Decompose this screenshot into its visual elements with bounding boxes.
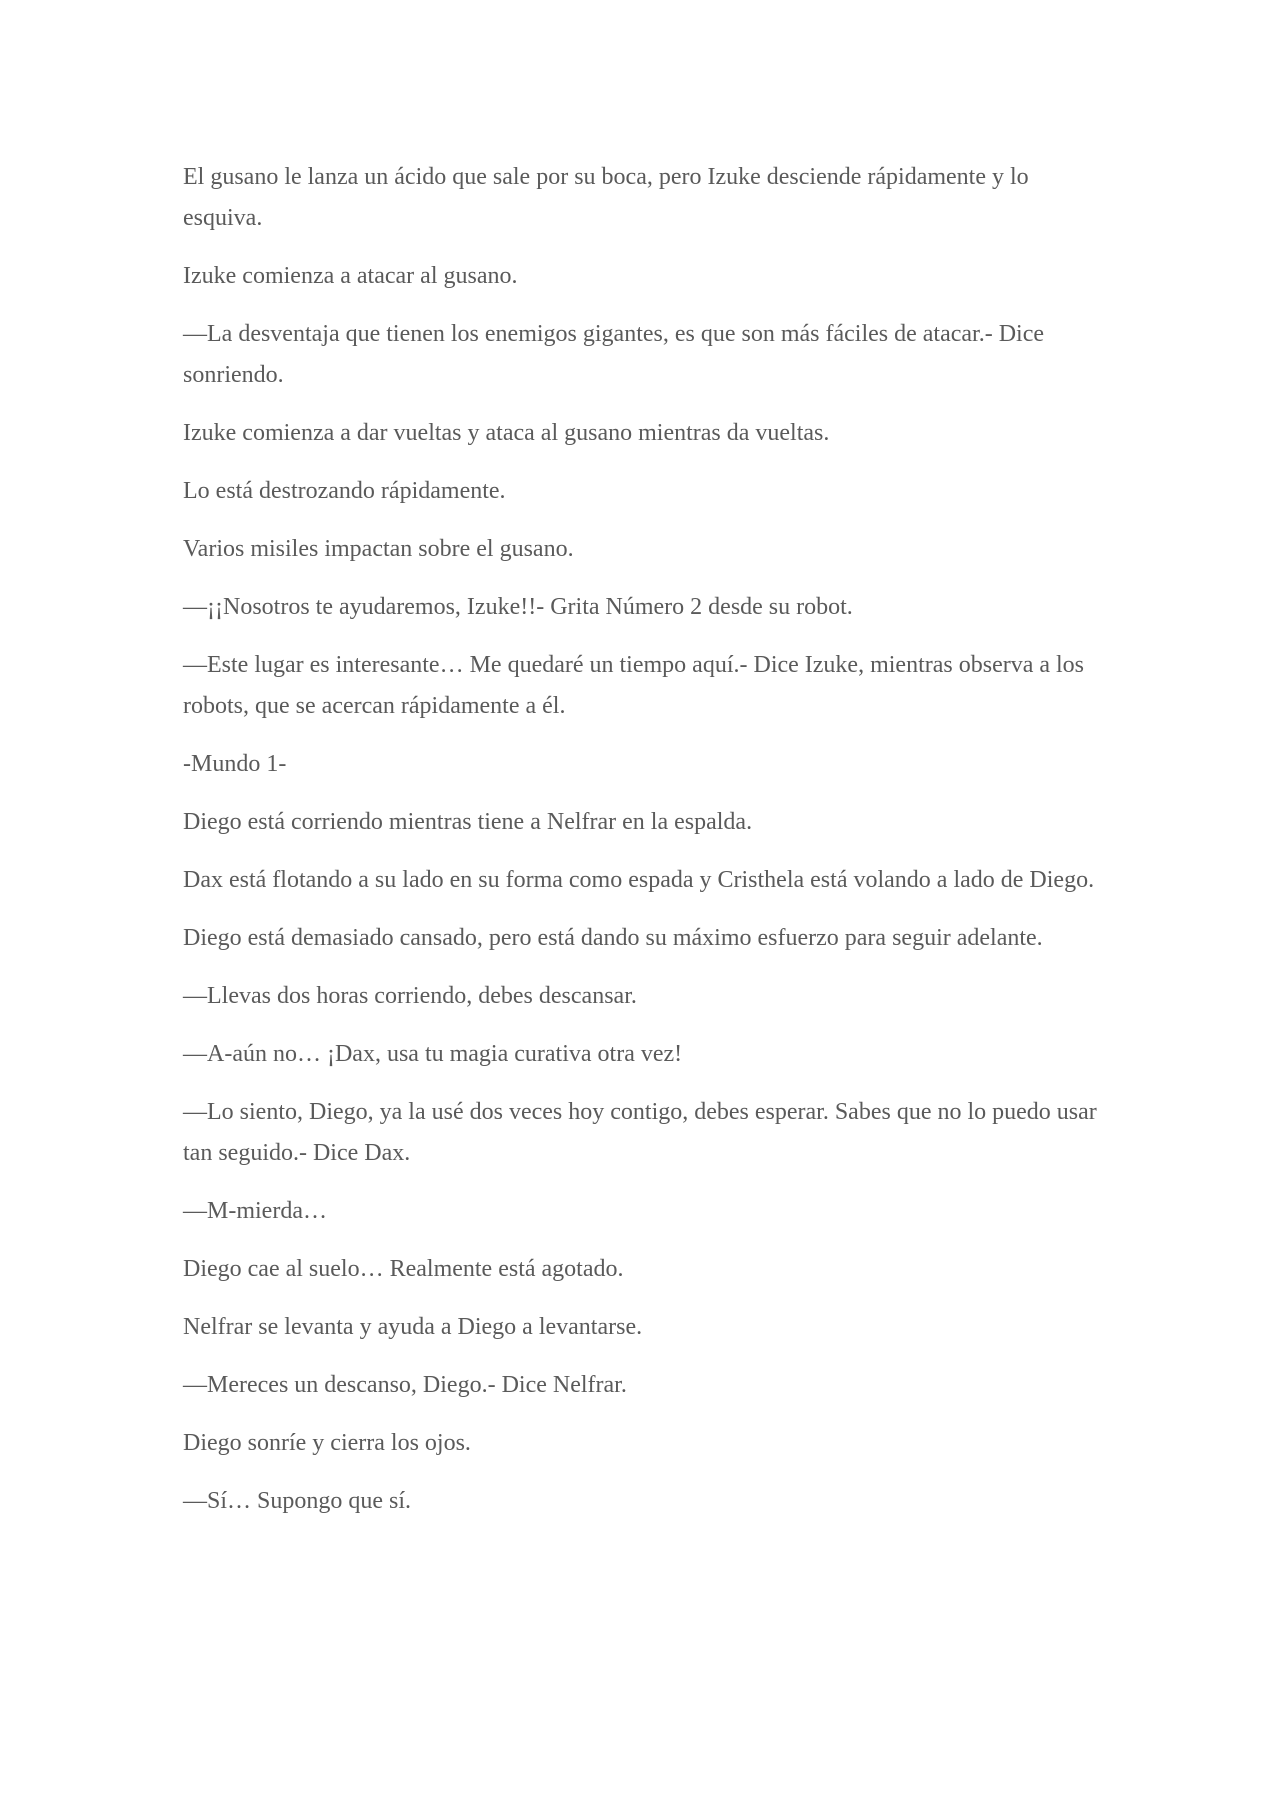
paragraph: —Sí… Supongo que sí. xyxy=(183,1488,412,1514)
paragraph: Dax está flotando a su lado en su forma como espada y Cristhela está volando a lado de Diego. xyxy=(183,867,1095,893)
paragraph: —M-mierda… xyxy=(183,1198,327,1224)
paragraph: Izuke comienza a atacar al gusano. xyxy=(183,263,518,289)
paragraph: Diego sonríe y cierra los ojos. xyxy=(183,1430,471,1456)
paragraph: —Este lugar es interesante… Me quedaré un tiempo aquí.- Dice Izuke, mientras observa a los robots, que se acercan rápidamente a él. xyxy=(183,652,1085,719)
paragraph: Izuke comienza a dar vueltas y ataca al gusano mientras da vueltas. xyxy=(183,420,830,446)
paragraph: —Lo siento, Diego, ya la usé dos veces hoy contigo, debes esperar. Sabes que no lo puedo usar tan seguido.- Dice Dax. xyxy=(183,1099,1097,1166)
paragraph: El gusano le lanza un ácido que sale por su boca, pero Izuke desciende rápidamente y lo esquiva. xyxy=(183,164,1029,231)
paragraph: Diego está demasiado cansado, pero está dando su máximo esfuerzo para seguir adelante. xyxy=(183,925,1043,951)
paragraph: —¡¡Nosotros te ayudaremos, Izuke!!- Grita Número 2 desde su robot. xyxy=(183,594,853,620)
paragraph: —Llevas dos horas corriendo, debes descansar. xyxy=(183,983,637,1009)
paragraph: Lo está destrozando rápidamente. xyxy=(183,478,506,504)
paragraph: Diego cae al suelo… Realmente está agotado. xyxy=(183,1256,624,1282)
paragraph: —La desventaja que tienen los enemigos gigantes, es que son más fáciles de atacar.- Dice sonriendo. xyxy=(183,321,1045,388)
paragraph: Varios misiles impactan sobre el gusano. xyxy=(183,536,574,562)
document-body xyxy=(183,157,1113,1539)
section-marker: -Mundo 1- xyxy=(183,751,287,777)
paragraph: —A-aún no… ¡Dax, usa tu magia curativa otra vez! xyxy=(183,1041,683,1067)
paragraph: Nelfrar se levanta y ayuda a Diego a levantarse. xyxy=(183,1314,643,1340)
paragraph: Diego está corriendo mientras tiene a Nelfrar en la espalda. xyxy=(183,809,753,835)
paragraph: —Mereces un descanso, Diego.- Dice Nelfrar. xyxy=(183,1372,627,1398)
